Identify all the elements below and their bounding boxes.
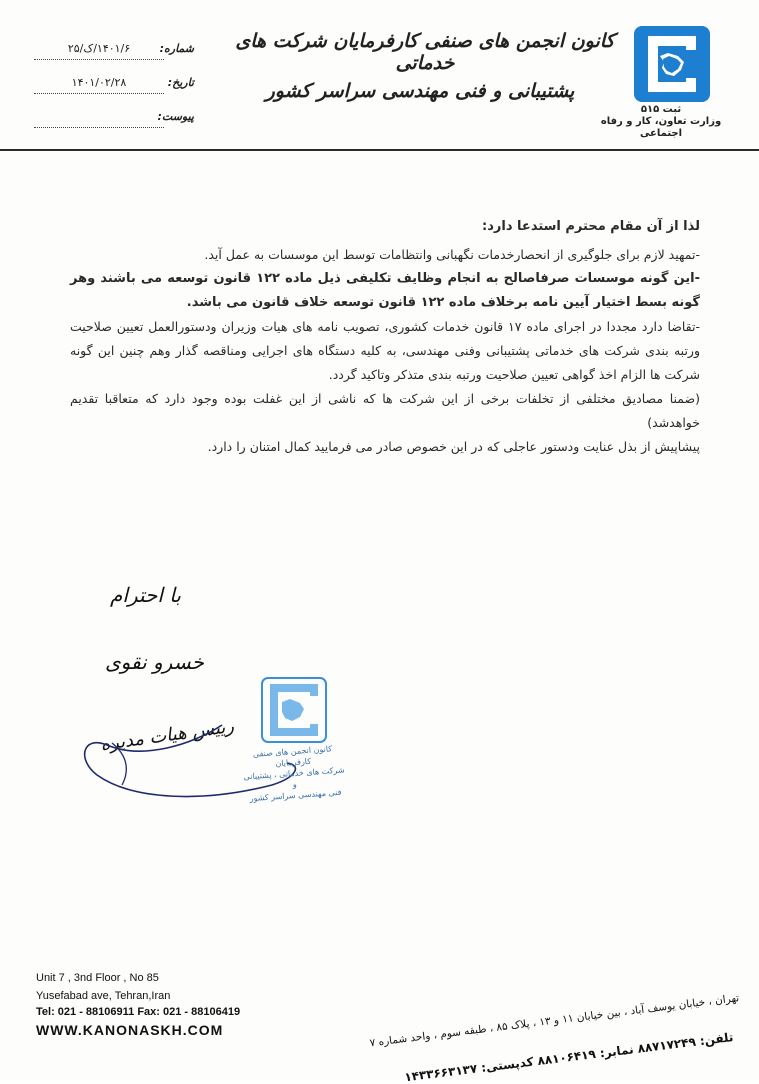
paragraph-3: -تقاضا دارد مجددا در اجرای ماده ۱۷ قانون خدمات کشوری، تصویب نامه های هیات وزیران ودستورالعمل تعیین صلاحیت ورتبه بندی شرکت های خدماتی پشتیبانی وفنی مهندسی، به کلیه دستگاه های اجرایی ومناقصه گذار وهم چنین این گونه شرکت ها الزام اخذ گواهی تعیین صلاحیت ورتبه بندی متذکر وتاکید گردد.: [70, 319, 700, 382]
organization-stamp: [240, 672, 348, 802]
header-divider: [0, 149, 759, 151]
letter-number-row: [34, 42, 194, 62]
footer-phone-en: Tel: 021 - 88106911 Fax: 021 - 88106419: [36, 1006, 241, 1018]
stamp-line-1: کانون انجمن های صنفی کارفرمایان: [252, 744, 333, 769]
attachment-row: [34, 110, 194, 130]
organization-logo: [634, 26, 710, 102]
letter-date-row: [34, 76, 194, 96]
footer-address-en-2: Yusefabad ave, Tehran,Iran: [36, 990, 171, 1002]
paragraph-4: (ضمنا مصادیق مختلفی از تخلفات برخی از این شرکت ها که ناشی از این غفلت بوده وجود دارد که متعاقبا تقدیم خواهدشد): [70, 391, 700, 430]
stamp-line-3: فنی مهندسی سراسر کشور: [249, 787, 342, 804]
date-value: ۱۴۰۱/۰۲/۲۸: [71, 76, 127, 89]
registration-number: ثبت ۵۱۵: [640, 104, 682, 115]
footer-address-fa: تهران ، خیابان یوسف آباد ، بین خیابان ۱۱ و ۱۳ ، پلاک ۸۵ ، طبقه سوم ، واحد شماره ۷: [368, 992, 740, 1050]
logo-caption: [581, 104, 741, 140]
organization-title: کانون انجمن های صنفی کارفرمایان شرکت های خدماتی: [235, 30, 615, 74]
attachment-label: پیوست:: [157, 110, 194, 123]
footer-website: WWW.KANONASKH.COM: [36, 1022, 224, 1038]
date-label: تاریخ:: [167, 76, 194, 89]
closing-text: با احترام: [110, 583, 181, 607]
paragraph-5: پیشاپیش از بذل عنایت ودستور عاجلی که در این خصوص صادر می فرمایید کمال امتنان را دارد.: [207, 439, 700, 454]
ministry-name: وزارت تعاون، کار و رفاه اجتماعی: [600, 116, 722, 139]
footer-phone-fa: تلفن: ۸۸۷۱۷۲۴۹ نمابر: ۸۸۱۰۶۴۱۹ کدپستی: ۱۴۳۳۶۶۳۱۳۷: [403, 1030, 734, 1084]
number-label: شماره:: [159, 42, 194, 55]
footer-address-en-1: Unit 7 , 3nd Floor , No 85: [36, 972, 159, 984]
paragraph-2: -این گونه موسسات صرفاصالح به انجام وظایف تکلیفی ذیل ماده ۱۲۲ قانون توسعه می باشند وهر گونه بسط اختیار آیین نامه برخلاف ماده ۱۲۲ قانون توسعه خلاف قانون می باشد.: [70, 271, 700, 310]
greeting: لذا از آن مقام محترم استدعا دارد:: [482, 219, 700, 234]
signer-role: رییس هیات مدیره: [99, 715, 236, 756]
letter-body: [70, 215, 700, 459]
number-value: ۱۴۰۱/۶/ک/۲۵: [67, 42, 131, 55]
signer-name: خسرو نقوی: [105, 650, 204, 674]
organization-subtitle: پشتیبانی و فنی مهندسی سراسر کشور: [265, 80, 575, 102]
paragraph-1: -تمهید لازم برای جلوگیری از انحصارخدمات نگهبانی وانتظامات توسط این موسسات به عمل آید.: [204, 247, 700, 262]
stamp-line-2: شرکت های خدماتی ، پشتیبانی و: [243, 765, 345, 790]
